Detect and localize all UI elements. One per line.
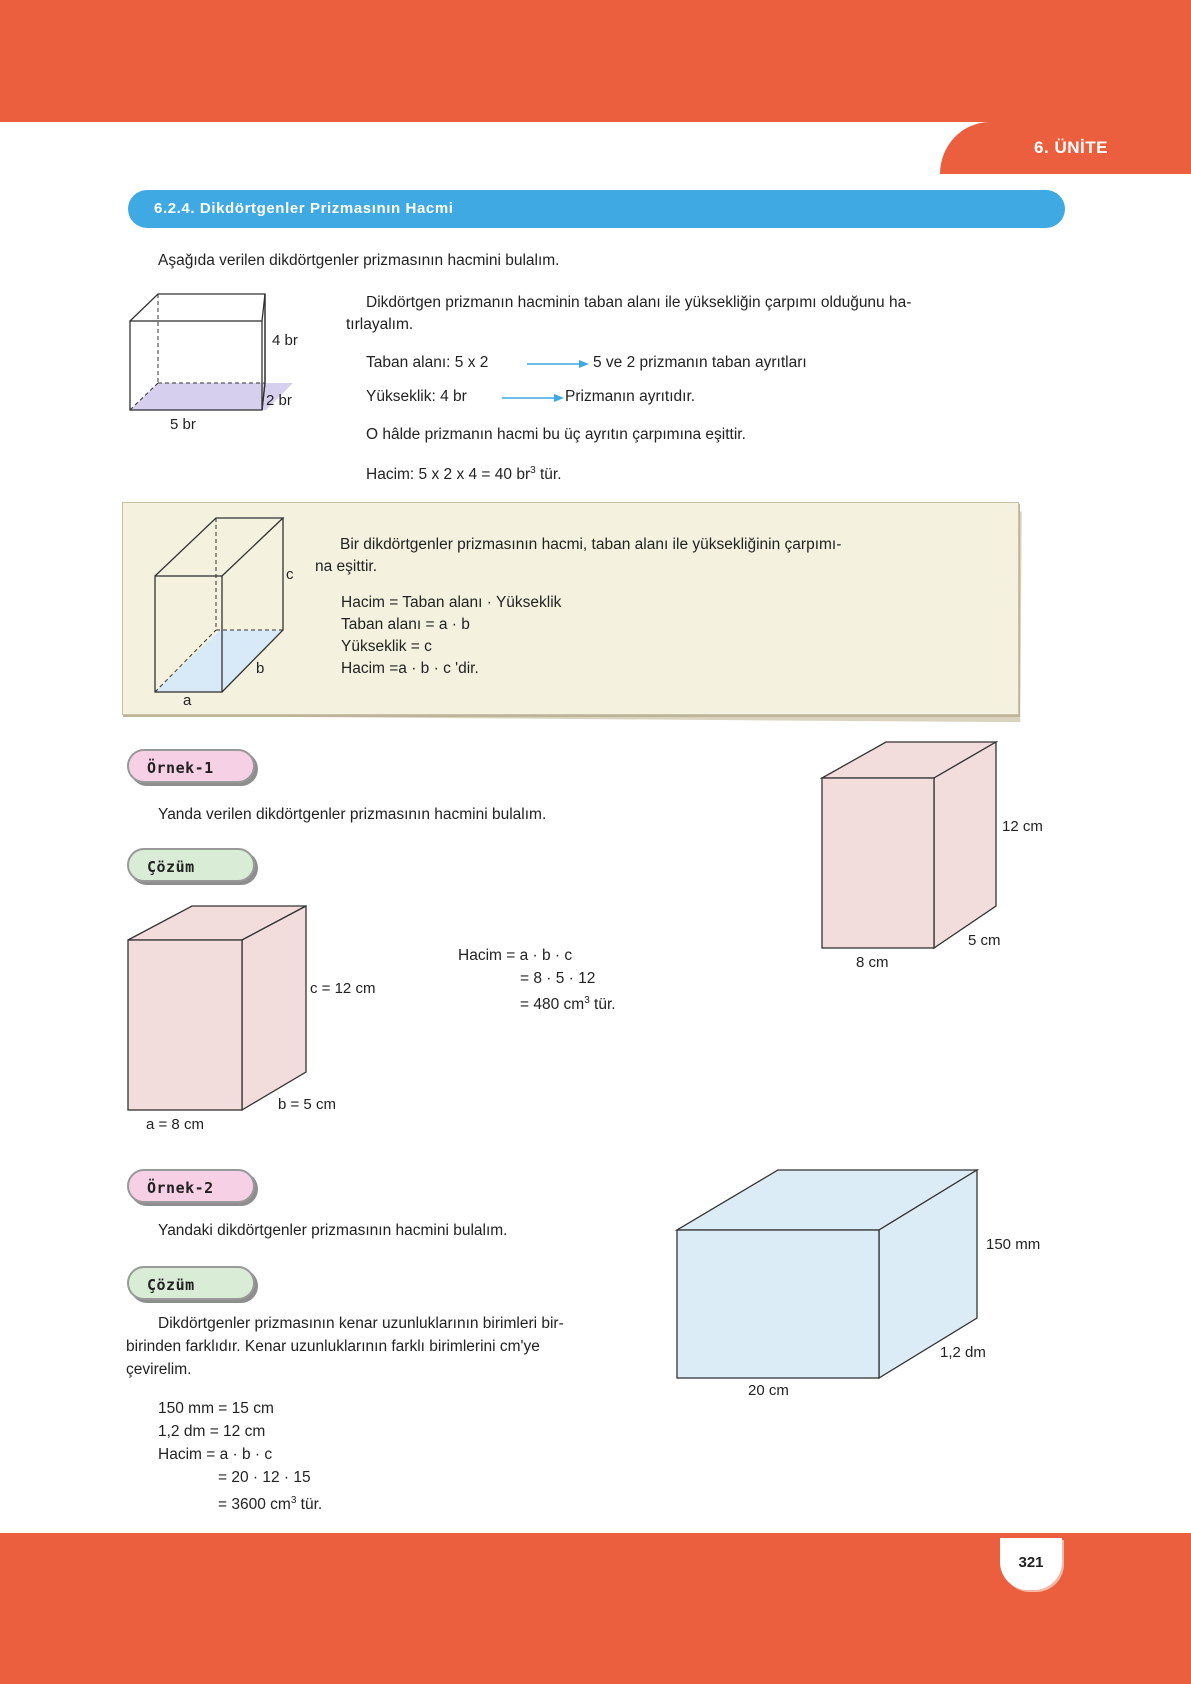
example2-step2: = 20 · 12 · 15: [218, 1469, 311, 1486]
example1-solution-front: [128, 940, 242, 1110]
rule-c-label: c: [286, 566, 294, 583]
rule-a-label: a: [183, 692, 192, 709]
example1-c-label: c = 12 cm: [310, 980, 376, 997]
example2-prism-front: [677, 1230, 879, 1378]
intro-depth-label: 2 br: [266, 392, 292, 409]
example1-step2: = 8 · 5 · 12: [520, 970, 596, 987]
example2-height-label: 150 mm: [986, 1236, 1041, 1253]
example2-question: Yandaki dikdörtgenler prizmasının hacmini bulalım.: [158, 1222, 508, 1239]
intro-conclusion: O hâlde prizmanın hacmi bu üç ayrıtın çarpımına eşittir.: [366, 426, 746, 443]
rule-b-label: b: [256, 660, 265, 677]
rule-formula-3: Yükseklik = c: [341, 638, 432, 655]
rule-line1: Bir dikdörtgenler prizmasının hacmi, taban alanı ile yüksekliğinin çarpımı-: [340, 536, 842, 553]
arrow-icon: [502, 392, 564, 404]
example1-solution-label: Çözüm: [127, 848, 255, 882]
page-number-tab: [1000, 1538, 1062, 1590]
intro-line2: tırlayalım.: [346, 316, 414, 333]
intro-question: Aşağıda verilen dikdörtgenler prizmasının hacmini bulalım.: [158, 252, 560, 269]
example2-paragraph-line2: birinden farklıdır. Kenar uzunluklarının farklı birimlerini cm'ye: [126, 1338, 540, 1355]
example1-solution-figure: [126, 904, 308, 1112]
example2-convert2: 1,2 dm = 12 cm: [158, 1423, 266, 1440]
example2-label: Örnek-2: [127, 1169, 255, 1203]
example2-prism-figure: [674, 1166, 980, 1382]
page-number: 321: [1018, 1554, 1044, 1571]
example2-step1: Hacim = a · b · c: [158, 1446, 273, 1463]
example2-paragraph-line1: Dikdörtgenler prizmasının kenar uzunluklarının birimleri bir-: [158, 1315, 564, 1332]
example1-prism-figure: [818, 738, 998, 950]
intro-height-note: Prizmanın ayrıtıdır.: [565, 388, 696, 405]
example1-prism-front: [822, 778, 934, 948]
example2-depth-label: 1,2 dm: [940, 1344, 986, 1361]
example1-question: Yanda verilen dikdörtgenler prizmasının hacmini bulalım.: [158, 806, 547, 823]
arrow-icon: [527, 358, 589, 370]
example2-width-label: 20 cm: [748, 1382, 789, 1399]
intro-height-label: 4 br: [272, 332, 298, 349]
example2-step3: = 3600 $cm^3$ tür.: [218, 1495, 323, 1514]
example1-step1: Hacim = a · b · c: [458, 947, 573, 964]
rule-formula-2: Taban alanı = a · b: [341, 616, 470, 633]
intro-prism-figure: [118, 288, 318, 438]
example1-step3: = 480 $cm^3$ tür.: [520, 995, 616, 1014]
intro-base-area: Taban alanı: 5 x 2: [366, 354, 489, 371]
rule-line2: na eşittir.: [315, 558, 378, 575]
example1-a-label: a = 8 cm: [146, 1116, 204, 1133]
section-title: 6.2.4. Dikdörtgenler Prizmasının Hacmi: [154, 200, 454, 217]
example1-width-label: 8 cm: [856, 954, 889, 971]
example2-convert1: 150 mm = 15 cm: [158, 1400, 274, 1417]
unit-tab: [940, 122, 1191, 174]
rule-formula-1: Hacim = Taban alanı · Yükseklik: [341, 594, 562, 611]
intro-base-area-note: 5 ve 2 prizmanın taban ayrıtları: [593, 354, 807, 371]
example2-paragraph-line3: çevirelim.: [126, 1361, 192, 1378]
example1-height-label: 12 cm: [1002, 818, 1043, 835]
header-band: [0, 0, 1191, 122]
example2-solution-label: Çözüm: [127, 1266, 255, 1300]
example1-label: Örnek-1: [127, 749, 255, 783]
intro-width-label: 5 br: [170, 416, 196, 433]
rule-formula-4: Hacim =a · b · c 'dir.: [341, 660, 479, 677]
intro-line1: Dikdörtgen prizmanın hacminin taban alanı ile yüksekliğin çarpımı olduğunu ha-: [366, 294, 912, 311]
rule-prism-figure: [150, 514, 300, 704]
section-title-bar: [128, 190, 1065, 228]
example1-b-label: b = 5 cm: [278, 1096, 336, 1113]
unit-label: 6. ÜNİTE: [1034, 138, 1108, 157]
intro-volume: Hacim: 5 x 2 x 4 = 40 $br^3$ tür.: [366, 465, 562, 484]
intro-height: Yükseklik: 4 br: [366, 388, 467, 405]
example1-depth-label: 5 cm: [968, 932, 1001, 949]
